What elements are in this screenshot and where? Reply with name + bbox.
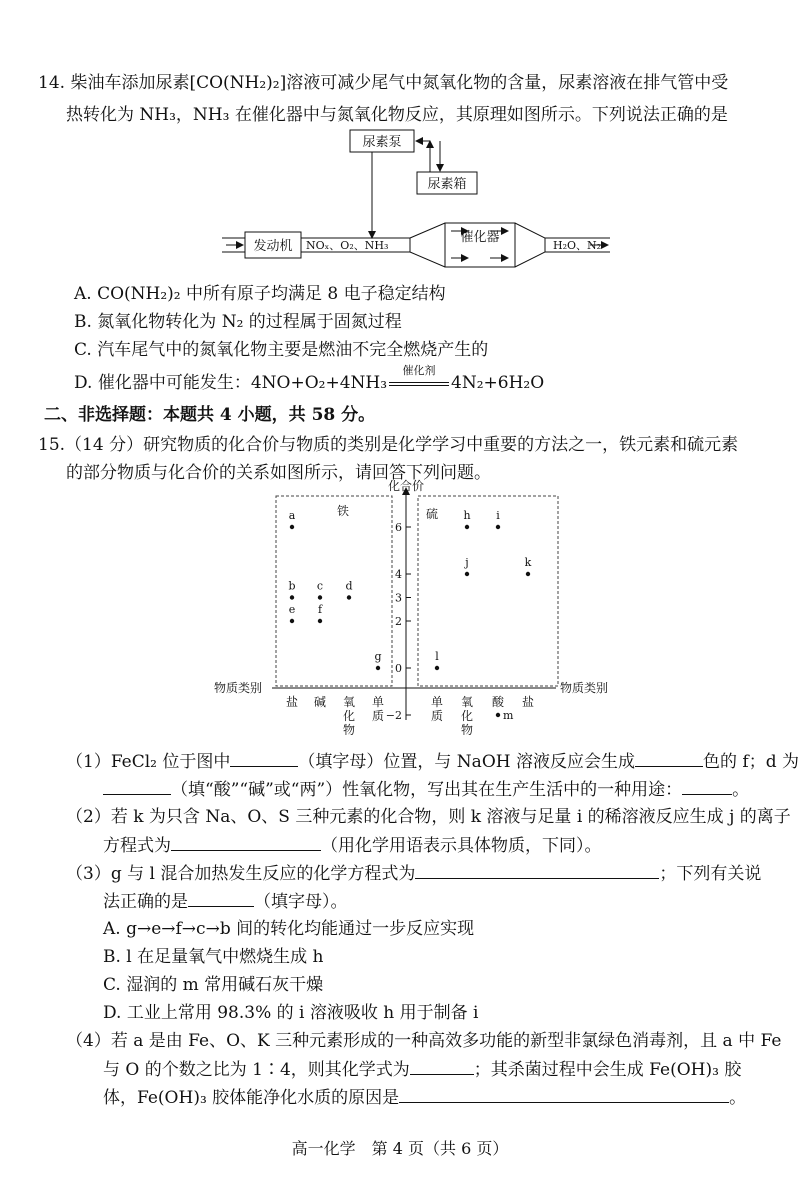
sulfur-region — [418, 496, 558, 686]
q15-sub3-line1: （3）g 与 l 混合加热发生反应的化学方程式为 ；下列有关说 — [66, 864, 762, 884]
q14-option-d-suffix: 4N₂+6H₂O — [451, 373, 545, 393]
urea-pump-label: 尿素泵 — [362, 135, 402, 150]
point-label-d: d — [345, 579, 353, 593]
y-tick-label: 6 — [395, 521, 402, 534]
point-label-k: k — [524, 556, 532, 569]
point-label-c: c — [316, 579, 324, 593]
x-axis-label-left: 物质类别 — [214, 681, 263, 695]
x-category-label: 氧化物 — [342, 695, 356, 737]
answer-blank-6[interactable] — [415, 862, 659, 879]
point-label-g: g — [374, 650, 382, 663]
x-category-label: 盐 — [521, 695, 535, 709]
section-2-heading: 二、非选择题：本题共 4 小题，共 58 分。 — [44, 405, 376, 425]
answer-blank-8[interactable] — [410, 1058, 474, 1075]
q15-sub2-line1: （2）若 k 为只含 Na、O、S 三种元素的化合物，则 k 溶液与足量 i 的稀溶液反应生成 j 的离子 — [66, 807, 791, 827]
iron-region-title: 铁 — [336, 504, 350, 518]
x-category-label: 单质 — [430, 695, 444, 723]
urea-tank-label: 尿素箱 — [427, 177, 467, 192]
point-e — [290, 619, 294, 623]
point-i — [496, 525, 500, 529]
point-label-a: a — [288, 509, 296, 522]
point-m — [496, 713, 500, 717]
q15-sub2-line2: 方程式为 （用化学用语表示具体物质，下同）。 — [103, 836, 602, 856]
point-label-h: h — [463, 509, 471, 522]
x-axis-label-right: 物质类别 — [560, 681, 609, 695]
y-tick-label: 4 — [395, 568, 402, 581]
catalyst-label: 催化器 — [460, 230, 500, 245]
point-l — [435, 666, 439, 670]
answer-blank-2[interactable] — [635, 750, 703, 767]
q15-stem-line1: 15.（14 分）研究物质的化合价与物质的类别是化学学习中重要的方法之一，铁元素和硫元素 — [38, 435, 739, 455]
point-label-b: b — [288, 579, 296, 593]
point-h — [465, 525, 469, 529]
urea-scr-diagram — [0, 128, 800, 278]
sulfur-region-title: 硫 — [425, 507, 439, 521]
x-category-label: 氧化物 — [460, 695, 474, 737]
point-label-j: j — [465, 556, 469, 569]
q15-stem-line2: 的部分物质与化合价的关系如图所示，请回答下列问题。 — [66, 463, 491, 483]
y-axis-label: 化合价 — [387, 479, 425, 493]
q15-sub1-line1: （1）FeCl₂ 位于图中 （填字母）位置，与 NaOH 溶液反应会生成 色的 f；d 为 — [66, 752, 799, 772]
q15-sub3-option-c[interactable]: C. 湿润的 m 常用碱石灰干燥 — [103, 975, 324, 995]
point-b — [290, 595, 294, 599]
x-category-label: 碱 — [313, 695, 327, 709]
point-f — [318, 619, 322, 623]
engine-label: 发动机 — [253, 239, 293, 254]
q15-sub3-option-a[interactable]: A. g→e→f→c→b 间的转化均能通过一步反应实现 — [103, 919, 475, 939]
q15-sub1-line2: （填“酸”“碱”或“两”）性氧化物，写出其在生产生活中的一种用途： 。 — [103, 778, 749, 801]
y-tick-label: −2 — [385, 709, 402, 722]
point-j — [465, 572, 469, 576]
point-label-m: m — [503, 709, 514, 722]
answer-blank-9[interactable] — [399, 1086, 729, 1103]
point-c — [318, 595, 322, 599]
q15-sub4-line3: 体，Fe(OH)₃ 胶体能净化水质的原因是 。 — [103, 1088, 747, 1108]
q14-stem-line2: 热转化为 NH₃，NH₃ 在催化器中与氮氧化物反应，其原理如图所示。下列说法正确的是 — [66, 105, 728, 125]
q14-option-b[interactable]: B. 氮氧化物转化为 N₂ 的过程属于固氮过程 — [74, 312, 402, 332]
q14-option-c[interactable]: C. 汽车尾气中的氮氧化物主要是燃油不完全燃烧产生的 — [74, 340, 489, 360]
outlet-label: H₂O、N₂ — [553, 239, 602, 252]
point-label-e: e — [288, 603, 296, 616]
q15-sub4-line1: （4）若 a 是由 Fe、O、K 三种元素形成的一种高效多功能的新型非氯绿色消毒剂，且 a 中 Fe — [66, 1031, 782, 1051]
q14-option-d[interactable] — [74, 364, 545, 394]
x-category-label: 盐 — [285, 695, 299, 709]
point-a — [290, 525, 294, 529]
point-label-i: i — [496, 509, 500, 522]
page-footer: 高一化学 第 4 页（共 6 页） — [291, 1139, 509, 1158]
point-k — [526, 572, 530, 576]
point-label-f: f — [317, 603, 323, 616]
q15-sub4-line2: 与 O 的个数之比为 1∶4，则其化学式为 ；其杀菌过程中会生成 Fe(OH)₃ 胶 — [103, 1060, 742, 1080]
y-tick-label: 0 — [395, 662, 402, 675]
answer-blank-4[interactable] — [682, 778, 732, 795]
point-g — [376, 666, 380, 670]
q14-stem-line1: 14. 柴油车添加尿素[CO(NH₂)₂]溶液可减少尾气中氮氧化物的含量，尿素溶液在排气管中受 — [38, 73, 729, 93]
q14-option-d-prefix: D. 催化器中可能发生：4NO+O₂+4NH₃ — [74, 373, 388, 393]
answer-blank-7[interactable] — [188, 890, 254, 907]
q15-sub3-option-b[interactable]: B. l 在足量氧气中燃烧生成 h — [103, 947, 324, 967]
answer-blank-5[interactable] — [171, 834, 321, 851]
valence-chart — [0, 478, 800, 738]
q14-option-a[interactable]: A. CO(NH₂)₂ 中所有原子均满足 8 电子稳定结构 — [74, 284, 446, 304]
y-tick-label: 2 — [395, 615, 402, 628]
point-label-l: l — [435, 650, 439, 663]
point-d — [347, 595, 351, 599]
q15-sub3-line2: 法正确的是 （填字母）。 — [103, 892, 348, 912]
gas-mixture-label: NOₓ、O₂、NH₃ — [306, 239, 389, 252]
x-category-label: 酸 — [491, 695, 505, 709]
x-category-label: 单质 — [371, 695, 385, 723]
answer-blank-1[interactable] — [230, 750, 298, 767]
answer-blank-3[interactable] — [103, 778, 171, 795]
y-tick-label: 3 — [395, 591, 402, 605]
q15-sub3-option-d[interactable]: D. 工业上常用 98.3% 的 i 溶液吸收 h 用于制备 i — [103, 1003, 479, 1023]
q14-catalyst-condition: 催化剂 — [387, 372, 451, 394]
